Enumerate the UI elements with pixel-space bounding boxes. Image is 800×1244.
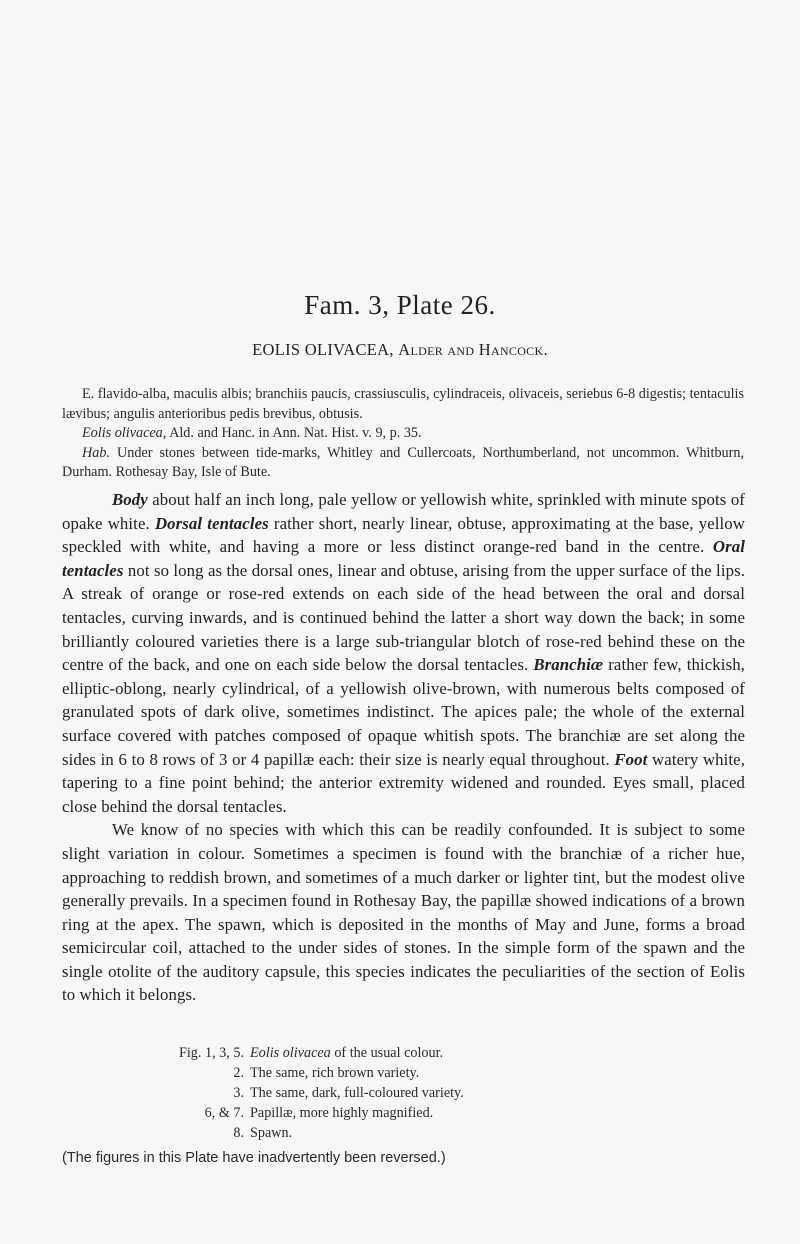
text-oral-tentacles: not so long as the dorsal ones, linear and obtuse, arising from the upper surface of the lips. A streak of orange or rose-red extends on each side of the head between the oral and dorsal tentacles, curving inwards, and is continued behind the latter a short way down the back; in some brilliantly coloured varieties there is a large sub-triangular blotch of rose-red behind these on the centre of the back, and one on each side below the dorsal tentacles.	[62, 560, 745, 675]
term-body: Body	[112, 490, 148, 509]
term-branchiae: Branchiæ	[533, 655, 604, 675]
reversal-note: (The figures in this Plate have inadvertently been reversed.)	[62, 1150, 446, 1166]
term-foot: Foot	[614, 749, 648, 769]
species-authors: Alder and Hancock.	[398, 340, 548, 359]
figure-number: 8.	[233, 1125, 244, 1141]
figure-item	[140, 1103, 464, 1123]
synonym-reference: Ald. and Hanc. in Ann. Nat. Hist. v. 9, p. 35.	[166, 425, 422, 441]
description-block	[62, 488, 745, 1007]
figure-list	[140, 1043, 464, 1143]
term-dorsal-tentacles: Dorsal tentacles	[154, 513, 269, 533]
diagnosis-block	[62, 385, 744, 483]
figure-description: The same, dark, full-coloured variety.	[250, 1085, 464, 1101]
synonym-name: Eolis olivacea,	[82, 425, 167, 441]
family-plate-title: Fam. 3, Plate 26.	[304, 290, 496, 320]
species-name: EOLIS OLIVACEA,	[252, 340, 394, 359]
latin-diagnosis: E. flavido-alba, maculis albis; branchiis paucis, crassiusculis, cylindraceis, olivaceis, seriebus 6-8 digestis; tentaculis lævibus; angulis anterioribus pedis brevibus, obtusis.	[62, 386, 744, 422]
synonymy	[62, 424, 744, 444]
term-oral-tentacles: Oral tentacles	[62, 537, 745, 580]
figure-number: Fig. 1, 3, 5.	[178, 1045, 244, 1061]
figure-number: 3.	[233, 1085, 244, 1101]
text-dorsal-tentacles: rather short, nearly linear, obtuse, approximating at the base, yellow speckled with white, and having a more or less distinct orange-red band in the centre.	[62, 513, 745, 557]
text-body: about half an inch long, pale yellow or yellowish white, sprinkled with minute spots of opake white.	[62, 490, 745, 533]
figure-description: The same, rich brown variety.	[250, 1065, 420, 1081]
figure-number: 2.	[233, 1065, 244, 1081]
description-paragraph-1	[62, 488, 745, 818]
figure-item	[140, 1083, 464, 1103]
figure-species: Eolis olivacea	[250, 1045, 331, 1061]
figure-item	[140, 1043, 464, 1063]
figure-item	[140, 1123, 464, 1143]
figure-description: Spawn.	[250, 1125, 293, 1141]
figure-description	[250, 1043, 443, 1063]
figure-item	[140, 1063, 464, 1083]
species-heading	[0, 340, 800, 360]
habitat-label: Hab.	[82, 444, 110, 461]
description-paragraph-2: We know of no species with which this can be readily confounded. It is subject to some slight variation in colour. Sometimes a specimen is found with the branchiæ of a richer hue, approaching to reddish brown, and sometimes of a much darker or lighter tint, but the modest olive generally prevails. In a specimen found in Rothesay Bay, the papillæ showed indications of a brown ring at the apex. The spawn, which is deposited in the months of May and June, forms a broad semicircular coil, attached to the under sides of stones. In the simple form of the spawn and the single otolite of the auditory capsule, this species indicates the peculiarities of the section of Eolis to which it belongs.	[62, 820, 745, 1005]
habitat	[62, 444, 744, 483]
habitat-text: Under stones between tide-marks, Whitley and Cullercoats, Northumberland, not uncommon. Whitburn, Durham. Rothesay Bay, Isle of Bute.	[62, 444, 744, 480]
text-foot: watery white, tapering to a fine point behind; the anterior extremity widened and rounded. Eyes small, placed close behind the dorsal tentacles.	[62, 749, 745, 816]
figure-description: Papillæ, more highly magnified.	[250, 1105, 434, 1121]
text-branchiae: rather few, thickish, elliptic-oblong, nearly cylindrical, of a yellowish olive-brown, with numerous belts composed of granulated spots of dark olive, sometimes indistinct. The apices pale; the whole of the external surface covered with patches composed of opaque whitish spots. The branchiæ are set along the sides in 6 to 8 rows of 3 or 4 papillæ each: their size is nearly equal throughout.	[62, 655, 745, 769]
figure-number: 6, & 7.	[204, 1105, 244, 1121]
figure-text: of the usual colour.	[330, 1045, 444, 1061]
